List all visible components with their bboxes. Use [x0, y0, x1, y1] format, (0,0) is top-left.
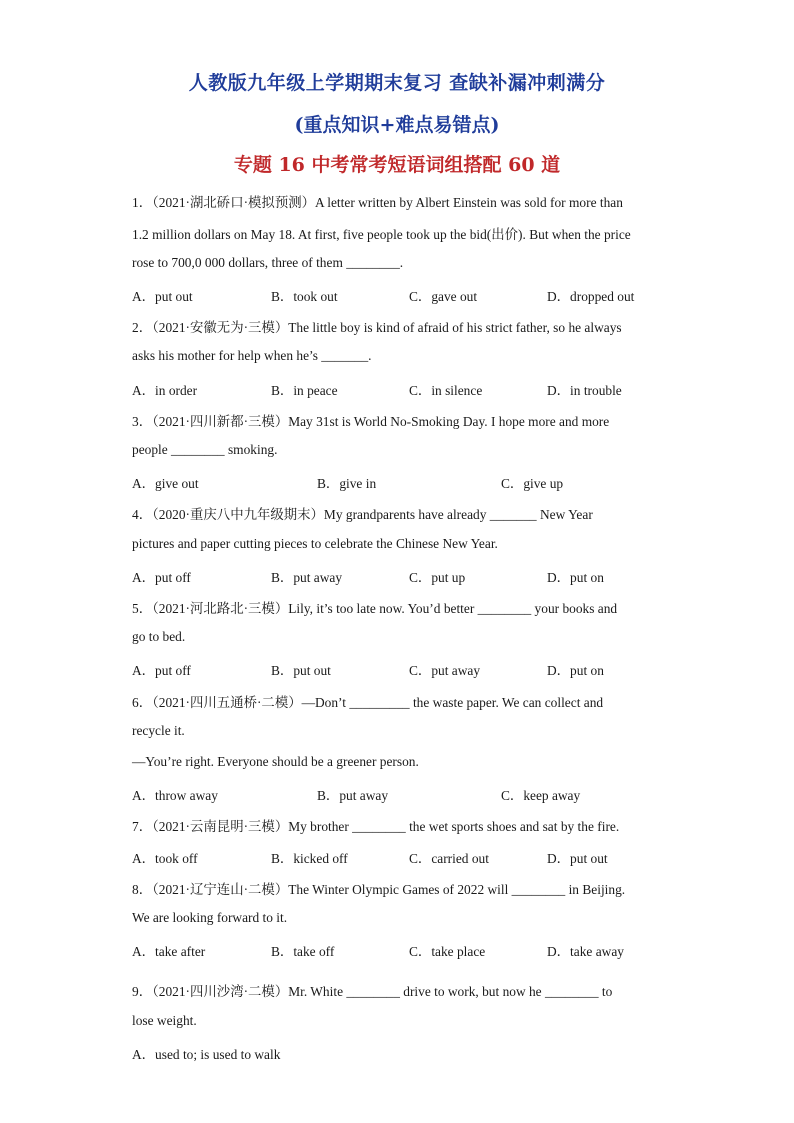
- question-1-option-b: B．took out: [271, 289, 338, 304]
- question-7-option-a: A．took off: [132, 851, 198, 866]
- question-9-option-a: A．used to; is used to walk: [132, 1047, 281, 1062]
- question-8-option-c: C．take place: [409, 944, 486, 959]
- question-1-line-1: 1．（2021·湖北硚口·模拟预测）A letter written by Albert Einstein was sold for more than: [132, 195, 623, 210]
- question-7-option-b: B．kicked off: [271, 851, 348, 866]
- question-4-option-d: D．put on: [547, 570, 604, 585]
- question-8-option-b: B．take off: [271, 944, 335, 959]
- question-8-option-d: D．take away: [547, 944, 624, 959]
- question-2-option-d: D．in trouble: [547, 383, 622, 398]
- question-6-line-1: 6．（2021·四川五通桥·二模）—Don’t _________ the waste paper. We can collect and: [132, 695, 604, 710]
- question-1-option-a: A．put out: [132, 289, 193, 304]
- question-2-option-a: A．in order: [132, 383, 198, 398]
- question-7-line-1: 7．（2021·云南昆明·三模）My brother ________ the wet sports shoes and sat by the fire.: [132, 819, 620, 834]
- question-4-option-c: C．put up: [409, 570, 466, 585]
- question-6-option-c: C．keep away: [501, 788, 581, 803]
- question-3-option-a: A．give out: [132, 476, 199, 491]
- question-2-option-b: B．in peace: [271, 383, 338, 398]
- question-2-line-1: 2．（2021·安徽无为·三模）The little boy is kind of afraid of his strict father, so he always: [132, 320, 622, 335]
- question-8-line-2: We are looking forward to it.: [132, 910, 288, 925]
- question-4-option-a: A．put off: [132, 570, 191, 585]
- question-5-option-d: D．put on: [547, 663, 604, 678]
- question-2-option-c: C．in silence: [409, 383, 483, 398]
- question-5-line-2: go to bed.: [132, 629, 186, 644]
- question-3-option-b: B．give in: [317, 476, 377, 491]
- question-1-line-2: 1.2 million dollars on May 18. At first, five people took up the bid(出价). But when the price: [132, 227, 631, 242]
- question-3-line-2: people ________ smoking.: [132, 442, 278, 457]
- question-5-option-c: C．put away: [409, 663, 481, 678]
- question-3-line-1: 3．（2021·四川新都·三模）May 31st is World No-Smoking Day. I hope more and more: [132, 414, 610, 429]
- document-title: 人教版九年级上学期期末复习 查缺补漏冲刺满分: [188, 72, 606, 94]
- question-5-line-1: 5．（2021·河北路北·三模）Lily, it’s too late now. You’d better ________ your books and: [132, 601, 618, 616]
- question-4-line-1: 4．（2020·重庆八中九年级期末）My grandparents have already _______ New Year: [132, 507, 593, 522]
- question-3-option-c: C．give up: [501, 476, 564, 491]
- question-4-line-2: pictures and paper cutting pieces to celebrate the Chinese New Year.: [132, 536, 498, 551]
- question-9-line-1: 9．（2021·四川沙湾·二模）Mr. White ________ drive to work, but now he ________ to: [132, 984, 613, 999]
- question-6-line-3: —You’re right. Everyone should be a greener person.: [132, 754, 419, 769]
- question-6-option-a: A．throw away: [132, 788, 218, 803]
- question-1-option-d: D．dropped out: [547, 289, 635, 304]
- question-7-option-d: D．put out: [547, 851, 608, 866]
- question-5-option-a: A．put off: [132, 663, 191, 678]
- question-9-line-2: lose weight.: [132, 1013, 197, 1028]
- topic-heading: 专题 16 中考常考短语词组搭配 60 道: [233, 154, 561, 176]
- question-2-line-2: asks his mother for help when he’s _______.: [132, 348, 372, 363]
- question-4-option-b: B．put away: [271, 570, 343, 585]
- question-6-option-b: B．put away: [317, 788, 389, 803]
- question-8-line-1: 8．（2021·辽宁连山·二模）The Winter Olympic Games of 2022 will ________ in Beijing.: [132, 882, 626, 897]
- question-7-option-c: C．carried out: [409, 851, 489, 866]
- question-6-line-2: recycle it.: [132, 723, 185, 738]
- question-1-line-3: rose to 700,0 000 dollars, three of them ________.: [132, 255, 404, 270]
- question-5-option-b: B．put out: [271, 663, 331, 678]
- question-8-option-a: A．take after: [132, 944, 206, 959]
- document-subtitle: (重点知识+难点易错点): [294, 114, 500, 136]
- question-1-option-c: C．gave out: [409, 289, 478, 304]
